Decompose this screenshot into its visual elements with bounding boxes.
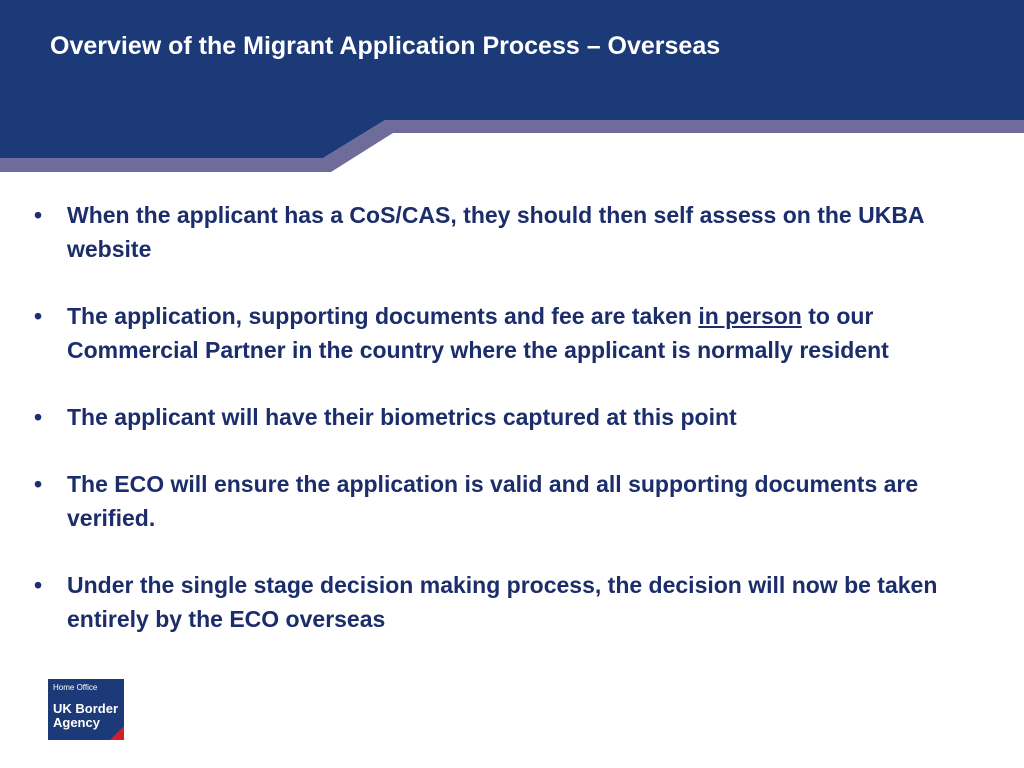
bullet-text: Under the single stage decision making process, the decision will now be taken entirely by the ECO overseas xyxy=(67,572,938,632)
logo-line-agency: Agency xyxy=(53,715,100,730)
bullet-text: The ECO will ensure the application is valid and all supporting documents are verified. xyxy=(67,471,919,531)
bullet-dot-icon: • xyxy=(34,572,43,598)
underlined-text: in person xyxy=(698,303,802,329)
bullet-item xyxy=(30,467,980,535)
bullet-text: The application, supporting documents and fee are taken xyxy=(67,303,699,329)
bullet-text: When the applicant has a CoS/CAS, they should then self assess on the UKBA website xyxy=(67,202,924,262)
bullet-dot-icon: • xyxy=(34,404,43,430)
logo-line-uk-border: UK Border xyxy=(53,701,119,716)
bullet-item xyxy=(30,568,980,636)
header-block xyxy=(0,0,1024,158)
bullet-text: to our Commercial Partner in the country where the applicant is normally resident xyxy=(67,303,889,363)
bullet-dot-icon: • xyxy=(34,471,43,497)
bullet-item xyxy=(30,198,980,266)
bullet-text: The applicant will have their biometrics captured at this point xyxy=(67,404,737,430)
bullet-dot-icon: • xyxy=(34,202,43,228)
logo-line-home-office: Home Office xyxy=(53,683,98,692)
ukba-logo xyxy=(48,679,124,740)
bullet-dot-icon: • xyxy=(34,303,43,329)
bullet-item xyxy=(30,400,980,434)
bullet-item xyxy=(30,299,980,367)
bullet-list xyxy=(30,198,980,669)
header-banner xyxy=(0,0,1024,180)
slide-title: Overview of the Migrant Application Process – Overseas xyxy=(50,32,721,60)
